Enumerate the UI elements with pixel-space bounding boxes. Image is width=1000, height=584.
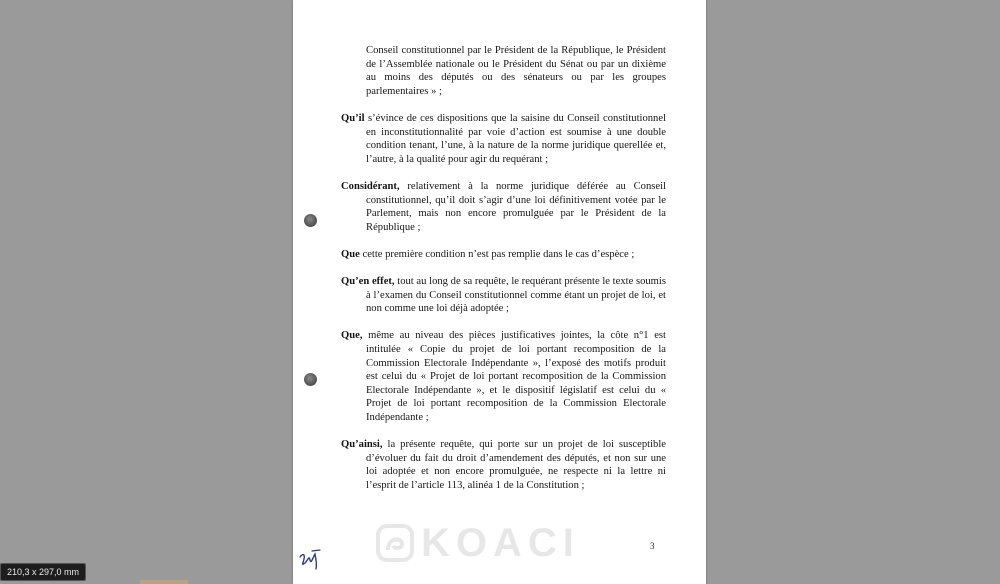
punch-hole (304, 373, 317, 386)
signature-initials-icon (298, 545, 324, 571)
paragraph-text: tout au long de sa requête, le requérant présente le texte soumis à l’examen du Conseil constitutionnel comme étant un projet de loi, et non comme une loi déjà adoptée ; (366, 276, 666, 315)
paragraph-text: s’évince de ces dispositions que la saisine du Conseil constitutionnel en inconstitutionnalité par voie d’action est soumise à une double condition tenant, l’une, à la nature de la norme juridique querellée et, l’autre, à la qualité pour agir du requérant ; (364, 112, 666, 165)
watermark-logo-icon (375, 523, 415, 563)
paragraph-lead: Qu’il (341, 112, 365, 124)
paragraph-lead: Que, (341, 330, 363, 342)
document-page[interactable] (293, 0, 706, 584)
paragraph-text: même au niveau des pièces justificatives jointes, la côte n°1 est intitulée « Copie du projet de loi portant recomposition de la Commission Electorale Indépendante », l’exposé des motifs produit est celui du « Projet de loi portant recomposition de la Commission Electorale Indépendante », et le dispositif législatif est celui du « Projet de loi portant recomposition de la Commission Electorale Indépendante ; (362, 330, 666, 424)
paragraph-text: la présente requête, qui porte sur un projet de loi susceptible d’évoluer du fait du droit d’amendement des députés, et non sur une loi adoptée et non encore promulguée, ne respecte ni la lettre ni l’esprit de l’article 113, alinéa 1 de la Constitution ; (366, 439, 666, 491)
punch-hole (304, 214, 317, 227)
paragraph-qu-en-effet (341, 275, 666, 316)
watermark-text: KOACI (421, 520, 580, 565)
page-size-label: 210,3 x 297,0 mm (0, 563, 86, 581)
watermark (375, 520, 615, 566)
paragraph-qu-il (341, 112, 666, 166)
paragraph-continued (341, 44, 666, 98)
paragraph-text: Conseil constitutionnel par le Président de la République, le Président de l’Assemblée nationale ou le Président du Sénat ou par un dixième au moins des députés ou des sénateurs ou par les groupes parlementaires » ; (366, 45, 666, 97)
paragraph-qu-ainsi (341, 438, 666, 492)
paragraph-lead: Considérant, (341, 180, 400, 192)
paragraph-lead: Qu’en effet, (341, 276, 395, 288)
paragraph-que-meme (341, 329, 666, 424)
paragraph-considerant (341, 180, 666, 234)
paragraph-lead: Que (341, 248, 360, 260)
paragraph-text: cette première condition n’est pas remplie dans le cas d’espèce ; (359, 248, 635, 260)
page-number: 3 (650, 541, 655, 551)
paragraph-lead: Qu’ainsi, (341, 439, 383, 451)
scroll-indicator[interactable] (140, 580, 188, 584)
paragraph-text: relativement à la norme juridique déférée au Conseil constitutionnel, qu’il doit s’agir d’une loi définitivement votée par le Parlement, mais non encore promulguée par le Président de la République ; (366, 180, 666, 233)
paragraph-que (341, 248, 666, 262)
page-content (341, 44, 666, 506)
